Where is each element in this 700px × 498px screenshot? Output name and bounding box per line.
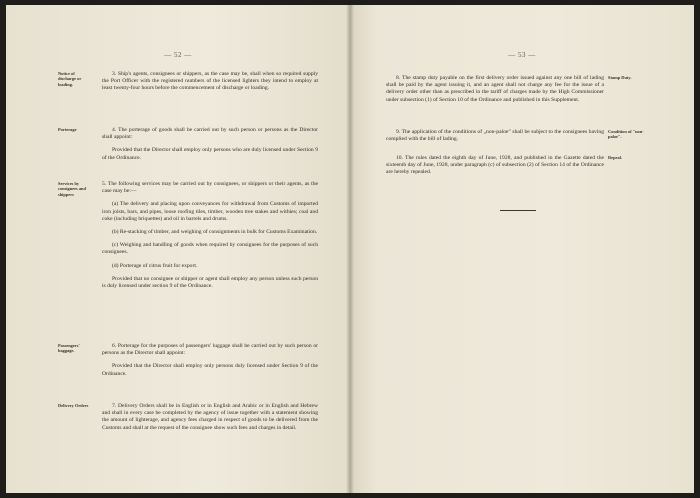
margin-note: Notice of discharge or loading.: [58, 71, 82, 87]
section-paragraphs: [102, 343, 318, 384]
margin-note: Porterage: [58, 127, 77, 132]
section-paragraphs: [102, 71, 318, 99]
section-paragraphs: [102, 127, 318, 168]
paragraph: Provided that the Director shall employ only persons who are duly licensed under Section 9 of the Ordinance.: [102, 147, 318, 161]
book-gutter: [346, 5, 354, 493]
margin-note: Condition of "non-paloe".: [608, 129, 644, 140]
section-divider: [500, 210, 536, 211]
paragraph: (c) Weighing and handling of goods when required by consignees for the purposes of such consignees.: [102, 242, 318, 256]
paragraph: (d) Porterage of citrus fruit for export.: [112, 262, 198, 269]
paragraph: 8. The stamp duty payable on the first delivery order issued against any one bill of lading shall be paid by the agent issuing it, and an agent shall not charge any fee for the issue of a delivery order other than as prescribed in the tariff of charges made by the High Commissioner under subsection (1) of Section 10 of the Ordinance and published in this Supplement.: [386, 75, 604, 103]
margin-note: Services by consignees and shippers: [58, 181, 86, 197]
margin-note: Repeal.: [608, 155, 623, 160]
section-paragraphs: [386, 155, 604, 183]
paragraph: Provided that the Director shall employ only persons duly licensed under Section 9 of the Ordinance.: [102, 363, 318, 377]
paragraph: 10. The rules dated the eighth day of June, 1928, and published in the Gazette dated the sixteenth day of June, 1928, under paragraph (c) of subsection (2) of Section 14 of the Ordinance are hereby repealed.: [386, 155, 604, 176]
margin-note: Delivery Orders: [58, 403, 89, 408]
paragraph: 6. Porterage for the purposes of passengers' luggage shall be carried out by such person or persons as the Director shall appoint:: [102, 343, 318, 357]
paragraph: (a) The delivery and placing upon conveyances for withdrawal from Customs of imported iron joists, bars, and pipes, loose roofing tiles, timber, wooden tree stakes and withies; coal and coke (including briquettes) and oil in barrels and drums.: [102, 201, 318, 222]
page-number: — 52 —: [164, 51, 192, 59]
section-paragraphs: [386, 75, 604, 110]
paragraph: (b) Re-stacking of timber, and weighing of consignments in bulk for Customs Examination.: [112, 229, 318, 236]
paragraph: 4. The porterage of goods shall be carried out by such person or persons as the Director shall appoint:: [102, 127, 318, 141]
paragraph: 3. Ship's agents, consignees or shippers, as the case may be, shall when so required supply the Port Officer with the registered numbers of the licensed lighters they intend to employ at least twenty-four hours before the commencement of discharge or loading.: [102, 71, 318, 92]
left-page: [6, 5, 350, 493]
right-page: [350, 5, 694, 493]
margin-note: Passengers' baggage.: [58, 343, 80, 354]
paragraph: 7. Delivery Orders shall be in English or in English and Arabic or in English and Hebrew and shall in every case be completed by the agency of issue together with a statement showing the amount of lighterage, and agency fees charged in respect of goods to be delivered from the Customs and shall at the request of the consignee show such fees and charges in detail.: [102, 403, 318, 431]
paragraph: 9. The application of the conditions of „non-paloe” shall be subject to the consignees having complied with the bill of lading.: [386, 129, 604, 143]
page-number: — 53 —: [508, 51, 536, 59]
section-paragraphs: [102, 403, 318, 438]
paragraph: 5. The following services may be carried out by consignees, or shippers or their agents, as the case may be:—: [102, 181, 318, 195]
section-paragraphs: [386, 129, 604, 149]
section-paragraphs: [102, 181, 318, 296]
margin-note: Stamp Duty.: [608, 75, 632, 80]
document-spread: [6, 5, 694, 493]
paragraph: Provided that no consignee or shipper or agent shall employ any person unless such person is duly licensed under section 9 of the Ordinance.: [102, 275, 318, 290]
